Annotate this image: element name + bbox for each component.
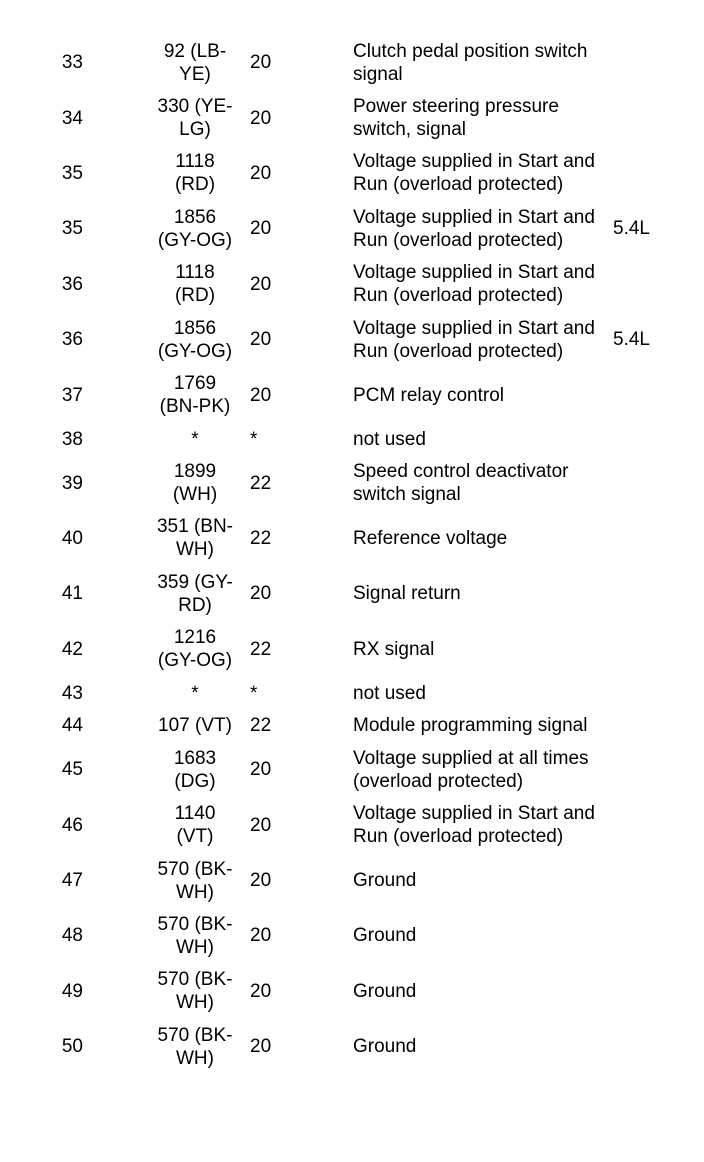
wire-gauge: 20	[250, 583, 272, 605]
table-row	[0, 35, 704, 90]
table-row	[0, 908, 704, 963]
circuit-function: Ground	[353, 925, 417, 947]
wire-gauge: 22	[250, 527, 272, 549]
circuit-id: 351 (BN-WH)	[156, 516, 234, 561]
pin-number: 43	[61, 682, 83, 704]
circuit-function: Ground	[353, 870, 417, 892]
circuit-function: Speed control deactivator switch signal	[353, 461, 569, 506]
pin-number: 35	[61, 162, 83, 184]
pin-table	[0, 35, 704, 1074]
circuit-function: Reference voltage	[353, 527, 508, 549]
circuit-function: Voltage supplied at all times (overload protected)	[353, 747, 589, 792]
table-row	[0, 90, 704, 145]
wire-gauge: 20	[250, 814, 272, 836]
wire-gauge: 20	[250, 218, 272, 240]
pin-number: 44	[61, 715, 83, 737]
wire-gauge: 20	[250, 980, 272, 1002]
table-row	[0, 146, 704, 201]
circuit-function: Power steering pressure switch, signal	[353, 96, 559, 141]
circuit-function: PCM relay control	[353, 384, 504, 406]
circuit-function: Signal return	[353, 583, 461, 605]
circuit-function: Voltage supplied in Start and Run (overload protected)	[353, 803, 595, 848]
option-note	[613, 709, 704, 742]
wire-gauge: 20	[250, 925, 272, 947]
table-row	[0, 312, 704, 367]
pin-number: 38	[61, 428, 83, 450]
circuit-id: 1118 (RD)	[174, 262, 216, 307]
pin-number: 36	[61, 329, 83, 351]
pin-number: 42	[61, 638, 83, 660]
circuit-id: 1856 (GY-OG)	[157, 317, 233, 362]
option-note	[613, 35, 704, 90]
wire-gauge: 20	[250, 1036, 272, 1058]
table-row	[0, 797, 704, 852]
option-note	[613, 908, 704, 963]
option-note: 5.4L	[613, 218, 650, 240]
circuit-id: 1118 (RD)	[174, 151, 216, 196]
wire-gauge: 20	[250, 384, 272, 406]
wire-gauge: 22	[250, 472, 272, 494]
table-row	[0, 423, 704, 456]
pin-number: 33	[61, 52, 83, 74]
circuit-function: Ground	[353, 1036, 417, 1058]
circuit-function: not used	[353, 682, 426, 704]
circuit-id: *	[191, 682, 199, 704]
wire-gauge: 20	[250, 52, 272, 74]
pin-number: 39	[61, 472, 83, 494]
pin-number: 34	[61, 107, 83, 129]
option-note	[613, 367, 704, 422]
table-row	[0, 566, 704, 621]
wire-gauge: 22	[250, 638, 272, 660]
table-row	[0, 367, 704, 422]
wire-gauge: 20	[250, 870, 272, 892]
wire-gauge: 20	[250, 329, 272, 351]
option-note	[613, 853, 704, 908]
circuit-function: Ground	[353, 980, 417, 1002]
circuit-id: 1856 (GY-OG)	[157, 206, 233, 251]
wire-gauge: *	[250, 428, 258, 450]
pin-number: 47	[61, 870, 83, 892]
table-row	[0, 455, 704, 510]
table-row	[0, 257, 704, 312]
option-note	[613, 797, 704, 852]
wire-gauge: 20	[250, 107, 272, 129]
circuit-function: Voltage supplied in Start and Run (overload protected)	[353, 206, 595, 251]
circuit-id: 570 (BK-WH)	[157, 858, 233, 903]
circuit-id: 330 (YE-LG)	[157, 96, 233, 141]
table-row	[0, 964, 704, 1019]
table-row	[0, 622, 704, 677]
circuit-id: 107 (VT)	[158, 715, 232, 737]
table-row	[0, 742, 704, 797]
pin-number: 48	[61, 925, 83, 947]
table-row	[0, 201, 704, 256]
wire-gauge: 22	[250, 715, 272, 737]
option-note	[613, 677, 704, 710]
wire-gauge: *	[250, 682, 258, 704]
option-note	[613, 455, 704, 510]
circuit-id: 92 (LB-YE)	[163, 40, 227, 85]
option-note	[613, 1019, 704, 1074]
circuit-id: 1216 (GY-OG)	[157, 627, 233, 672]
circuit-id: 1683 (DG)	[173, 747, 217, 792]
circuit-id: 570 (BK-WH)	[157, 1024, 233, 1069]
pin-number: 41	[61, 583, 83, 605]
circuit-function: RX signal	[353, 638, 435, 660]
wire-gauge: 20	[250, 162, 272, 184]
option-note	[613, 964, 704, 1019]
circuit-id: 359 (GY-RD)	[157, 571, 233, 616]
option-note	[613, 742, 704, 797]
pin-number: 45	[61, 759, 83, 781]
circuit-id: 570 (BK-WH)	[157, 913, 233, 958]
option-note	[613, 622, 704, 677]
option-note	[613, 146, 704, 201]
pin-number: 35	[61, 218, 83, 240]
pin-number: 40	[61, 527, 83, 549]
circuit-id: 1769 (BN-PK)	[159, 373, 231, 418]
wire-gauge: 20	[250, 273, 272, 295]
table-row	[0, 853, 704, 908]
table-row	[0, 709, 704, 742]
table-row	[0, 1019, 704, 1074]
circuit-function: Module programming signal	[353, 715, 588, 737]
circuit-function: Clutch pedal position switch signal	[353, 40, 588, 85]
circuit-id: 1140 (VT)	[174, 803, 216, 848]
circuit-function: Voltage supplied in Start and Run (overload protected)	[353, 151, 595, 196]
option-note	[613, 566, 704, 621]
pin-number: 37	[61, 384, 83, 406]
pin-table-body	[0, 35, 704, 1074]
pin-number: 49	[61, 980, 83, 1002]
option-note	[613, 257, 704, 312]
pin-number: 46	[61, 814, 83, 836]
option-note	[613, 90, 704, 145]
option-note	[613, 511, 704, 566]
circuit-function: Voltage supplied in Start and Run (overload protected)	[353, 317, 595, 362]
wire-gauge: 20	[250, 759, 272, 781]
option-note: 5.4L	[613, 329, 650, 351]
circuit-id: 1899 (WH)	[172, 461, 218, 506]
circuit-id: *	[191, 428, 199, 450]
table-row	[0, 677, 704, 710]
option-note	[613, 423, 704, 456]
pin-number: 50	[61, 1036, 83, 1058]
table-row	[0, 511, 704, 566]
circuit-id: 570 (BK-WH)	[157, 969, 233, 1014]
circuit-function: Voltage supplied in Start and Run (overload protected)	[353, 262, 595, 307]
circuit-function: not used	[353, 428, 426, 450]
pin-number: 36	[61, 273, 83, 295]
